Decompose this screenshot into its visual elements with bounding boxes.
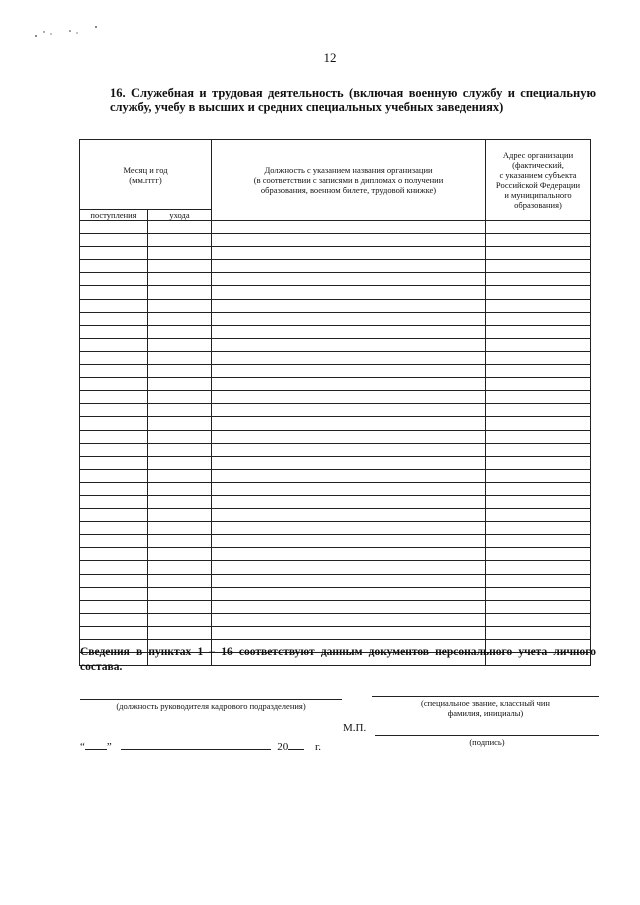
rank-name-caption: (специальное звание, классный чин фамилия, инициалы): [421, 698, 550, 718]
start-cell[interactable]: [80, 561, 148, 574]
address-cell[interactable]: [486, 626, 591, 639]
address-cell[interactable]: [486, 417, 591, 430]
end-cell[interactable]: [148, 404, 212, 417]
end-cell[interactable]: [148, 234, 212, 247]
position-cell[interactable]: [212, 234, 486, 247]
start-cell[interactable]: [80, 509, 148, 522]
position-cell[interactable]: [212, 482, 486, 495]
table-row: [80, 391, 591, 404]
summary-line-2: состава.: [80, 661, 123, 673]
start-cell[interactable]: [80, 482, 148, 495]
start-cell[interactable]: [80, 430, 148, 443]
start-cell[interactable]: [80, 247, 148, 260]
position-cell[interactable]: [212, 404, 486, 417]
table-body: [80, 221, 591, 666]
start-cell[interactable]: [80, 338, 148, 351]
table-row: [80, 378, 591, 391]
end-cell[interactable]: [148, 561, 212, 574]
address-cell[interactable]: [486, 587, 591, 600]
position-cell[interactable]: [212, 351, 486, 364]
table-row: [80, 548, 591, 561]
date-day-field[interactable]: [85, 739, 107, 750]
start-cell[interactable]: [80, 469, 148, 482]
start-cell[interactable]: [80, 404, 148, 417]
address-cell[interactable]: [486, 273, 591, 286]
address-cell[interactable]: [486, 234, 591, 247]
address-cell[interactable]: [486, 378, 591, 391]
start-cell[interactable]: [80, 365, 148, 378]
address-cell[interactable]: [486, 404, 591, 417]
table-row: [80, 509, 591, 522]
table-row: [80, 535, 591, 548]
section-heading-line-2: службу, учебу в высших и средних специальных учебных заведениях): [110, 100, 504, 114]
table-row: [80, 286, 591, 299]
address-cell[interactable]: [486, 574, 591, 587]
position-cell[interactable]: [212, 312, 486, 325]
position-cell[interactable]: [212, 417, 486, 430]
table-row: [80, 469, 591, 482]
date-year-field[interactable]: [288, 739, 304, 750]
address-cell[interactable]: [486, 469, 591, 482]
end-cell[interactable]: [148, 495, 212, 508]
end-cell[interactable]: [148, 626, 212, 639]
position-cell[interactable]: [212, 325, 486, 338]
position-cell[interactable]: [212, 456, 486, 469]
date-suffix: г.: [315, 741, 322, 753]
start-cell[interactable]: [80, 587, 148, 600]
start-cell[interactable]: [80, 260, 148, 273]
section-heading: [110, 86, 596, 114]
address-cell[interactable]: [486, 430, 591, 443]
end-cell[interactable]: [148, 509, 212, 522]
date-month-field[interactable]: [121, 739, 271, 750]
address-cell[interactable]: [486, 286, 591, 299]
start-cell[interactable]: [80, 574, 148, 587]
date-close-quote: ”: [106, 741, 112, 753]
position-cell[interactable]: [212, 273, 486, 286]
start-cell[interactable]: [80, 312, 148, 325]
position-cell[interactable]: [212, 378, 486, 391]
start-cell[interactable]: [80, 391, 148, 404]
date-open-quote: “: [80, 741, 85, 753]
start-cell[interactable]: [80, 456, 148, 469]
address-cell[interactable]: [486, 391, 591, 404]
position-cell[interactable]: [212, 221, 486, 234]
position-cell[interactable]: [212, 260, 486, 273]
employment-table: [79, 139, 591, 666]
end-cell[interactable]: [148, 522, 212, 535]
col-header-position: Должность с указанием названия организации (в соответствии с записями в дипломах о получении образования, военном билете, трудовой книжке): [212, 140, 486, 221]
table-row: [80, 561, 591, 574]
end-cell[interactable]: [148, 548, 212, 561]
end-cell[interactable]: [148, 574, 212, 587]
position-cell[interactable]: [212, 613, 486, 626]
hr-position-caption: (должность руководителя кадрового подразделения): [116, 701, 306, 711]
col-header-address: Адрес организации (фактический, с указанием субъекта Российской Федерации и муниципального образования): [486, 140, 591, 221]
start-cell[interactable]: [80, 351, 148, 364]
end-cell[interactable]: [148, 613, 212, 626]
table-row: [80, 574, 591, 587]
position-cell[interactable]: [212, 391, 486, 404]
end-cell[interactable]: [148, 456, 212, 469]
signature-line[interactable]: [375, 735, 599, 736]
table-row: [80, 417, 591, 430]
page-number: 12: [323, 50, 337, 65]
table-row: [80, 325, 591, 338]
address-cell[interactable]: [486, 221, 591, 234]
position-cell[interactable]: [212, 548, 486, 561]
address-cell[interactable]: [486, 338, 591, 351]
table-row: [80, 482, 591, 495]
table-row: [80, 522, 591, 535]
address-cell[interactable]: [486, 351, 591, 364]
table-row: [80, 495, 591, 508]
table-row: [80, 430, 591, 443]
address-cell[interactable]: [486, 247, 591, 260]
address-cell[interactable]: [486, 312, 591, 325]
end-cell[interactable]: [148, 535, 212, 548]
position-cell[interactable]: [212, 338, 486, 351]
table-row: [80, 247, 591, 260]
address-cell[interactable]: [486, 548, 591, 561]
address-cell[interactable]: [486, 260, 591, 273]
start-cell[interactable]: [80, 234, 148, 247]
table-row: [80, 273, 591, 286]
table-row: [80, 351, 591, 364]
col-header-start: поступления: [80, 210, 148, 221]
address-cell[interactable]: [486, 509, 591, 522]
start-cell[interactable]: [80, 325, 148, 338]
table-row: [80, 338, 591, 351]
address-cell[interactable]: [486, 365, 591, 378]
col-header-date: Месяц и год (мм.гггг): [80, 140, 212, 210]
table-row: [80, 587, 591, 600]
address-cell[interactable]: [486, 482, 591, 495]
position-cell[interactable]: [212, 535, 486, 548]
table-row: [80, 626, 591, 639]
position-cell[interactable]: [212, 574, 486, 587]
start-cell[interactable]: [80, 273, 148, 286]
end-cell[interactable]: [148, 351, 212, 364]
start-cell[interactable]: [80, 221, 148, 234]
summary-statement: [80, 645, 596, 675]
start-cell[interactable]: [80, 548, 148, 561]
hr-position-signature-line[interactable]: [80, 699, 342, 700]
address-cell[interactable]: [486, 613, 591, 626]
start-cell[interactable]: [80, 417, 148, 430]
end-cell[interactable]: [148, 600, 212, 613]
table-row: [80, 299, 591, 312]
start-cell[interactable]: [80, 286, 148, 299]
start-cell[interactable]: [80, 443, 148, 456]
position-cell[interactable]: [212, 561, 486, 574]
table-row: [80, 312, 591, 325]
position-cell[interactable]: [212, 587, 486, 600]
end-cell[interactable]: [148, 312, 212, 325]
scan-specks: [30, 22, 100, 42]
end-cell[interactable]: [148, 587, 212, 600]
date-line: [80, 739, 321, 753]
end-cell[interactable]: [148, 482, 212, 495]
position-cell[interactable]: [212, 626, 486, 639]
position-cell[interactable]: [212, 495, 486, 508]
end-cell[interactable]: [148, 430, 212, 443]
start-cell[interactable]: [80, 535, 148, 548]
table-row: [80, 221, 591, 234]
position-cell[interactable]: [212, 522, 486, 535]
end-cell[interactable]: [148, 221, 212, 234]
rank-name-signature-line[interactable]: [372, 696, 599, 697]
table-row: [80, 234, 591, 247]
table-row: [80, 600, 591, 613]
table-row: [80, 365, 591, 378]
start-cell[interactable]: [80, 495, 148, 508]
start-cell[interactable]: [80, 600, 148, 613]
stamp-label: М.П.: [343, 722, 367, 734]
end-cell[interactable]: [148, 299, 212, 312]
signature-caption: (подпись): [469, 737, 505, 747]
start-cell[interactable]: [80, 626, 148, 639]
end-cell[interactable]: [148, 286, 212, 299]
start-cell[interactable]: [80, 613, 148, 626]
date-year-prefix: 20: [277, 741, 289, 753]
end-cell[interactable]: [148, 273, 212, 286]
address-cell[interactable]: [486, 522, 591, 535]
address-cell[interactable]: [486, 443, 591, 456]
end-cell[interactable]: [148, 247, 212, 260]
table-row: [80, 443, 591, 456]
position-cell[interactable]: [212, 247, 486, 260]
summary-line-1: Сведения в пунктах 1 – 16 соответствуют данным документов персонального учета личного: [80, 646, 596, 658]
end-cell[interactable]: [148, 443, 212, 456]
position-cell[interactable]: [212, 430, 486, 443]
table-row: [80, 456, 591, 469]
position-cell[interactable]: [212, 365, 486, 378]
position-cell[interactable]: [212, 600, 486, 613]
position-cell[interactable]: [212, 286, 486, 299]
table-row: [80, 404, 591, 417]
start-cell[interactable]: [80, 522, 148, 535]
end-cell[interactable]: [148, 378, 212, 391]
address-cell[interactable]: [486, 535, 591, 548]
position-cell[interactable]: [212, 443, 486, 456]
address-cell[interactable]: [486, 456, 591, 469]
end-cell[interactable]: [148, 365, 212, 378]
end-cell[interactable]: [148, 391, 212, 404]
table-row: [80, 260, 591, 273]
address-cell[interactable]: [486, 299, 591, 312]
position-cell[interactable]: [212, 299, 486, 312]
position-cell[interactable]: [212, 509, 486, 522]
end-cell[interactable]: [148, 469, 212, 482]
address-cell[interactable]: [486, 495, 591, 508]
end-cell[interactable]: [148, 417, 212, 430]
end-cell[interactable]: [148, 338, 212, 351]
address-cell[interactable]: [486, 325, 591, 338]
end-cell[interactable]: [148, 325, 212, 338]
address-cell[interactable]: [486, 600, 591, 613]
start-cell[interactable]: [80, 299, 148, 312]
col-header-end: ухода: [148, 210, 212, 221]
start-cell[interactable]: [80, 378, 148, 391]
table-row: [80, 613, 591, 626]
address-cell[interactable]: [486, 561, 591, 574]
section-heading-line-1: 16. Служебная и трудовая деятельность (включая военную службу и специальную: [110, 86, 596, 100]
end-cell[interactable]: [148, 260, 212, 273]
position-cell[interactable]: [212, 469, 486, 482]
